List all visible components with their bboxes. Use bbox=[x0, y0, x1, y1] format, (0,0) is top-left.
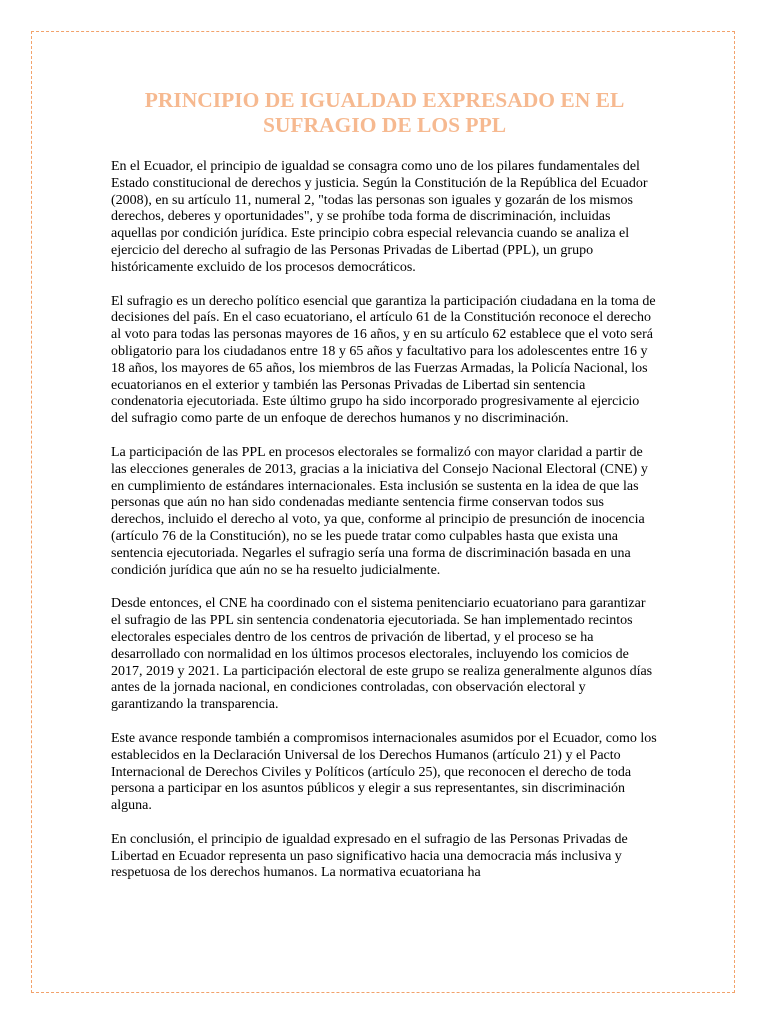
paragraph-5: Este avance responde también a compromisos internacionales asumidos por el Ecuador, como los establecidos en la Declaración Universal de los Derechos Humanos (artículo 21) y el Pacto Internacional de Derechos Civiles y Políticos (artículo 25), que reconocen el derecho de toda persona a participar en los asuntos públicos y elegir a sus representantes, sin discriminación alguna. bbox=[111, 730, 657, 814]
document-body bbox=[111, 88, 658, 899]
paragraph-4: Desde entonces, el CNE ha coordinado con el sistema penitenciario ecuatoriano para garantizar el sufragio de las PPL sin sentencia condenatoria ejecutoriada. Se han implementado recintos electorales especiales dentro de los centros de privación de libertad, y el proceso se ha desarrollado con normalidad en los últimos procesos electorales, incluyendo los comicios de 2017, 2019 y 2021. La participación electoral de este grupo se realiza generalmente algunos días antes de la jornada nacional, en condiciones controladas, con observación electoral y garantizando la transparencia. bbox=[111, 596, 653, 713]
paragraph-1: En el Ecuador, el principio de igualdad se consagra como uno de los pilares fundamentales del Estado constitucional de derechos y justicia. Según la Constitución de la República del Ecuador (2008), en su artículo 11, numeral 2, "todas las personas son iguales y gozarán de los mismos derechos, deberes y oportunidades", y se prohíbe toda forma de discriminación, incluidas aquellas por condición jurídica. Este principio cobra especial relevancia cuando se analiza el ejercicio del derecho al sufragio de las Personas Privadas de Libertad (PPL), un grupo históricamente excluido de los procesos democráticos. bbox=[111, 159, 648, 275]
paragraph-6: En conclusión, el principio de igualdad expresado en el sufragio de las Personas Privadas de Libertad en Ecuador representa un paso significativo hacia una democracia más inclusiva y respetuosa de los derechos humanos. La normativa ecuatoriana ha bbox=[111, 831, 628, 881]
document-title: PRINCIPIO DE IGUALDAD EXPRESADO EN EL SUFRAGIO DE LOS PPL bbox=[144, 88, 625, 137]
paragraph-3: La participación de las PPL en procesos electorales se formalizó con mayor claridad a partir de las elecciones generales de 2013, gracias a la iniciativa del Consejo Nacional Electoral (CNE) y en cumplimiento de estándares internacionales. Esta inclusión se sustenta en la idea de que las personas que aún no han sido condenadas mediante sentencia firme conservan todos sus derechos, incluido el derecho al voto, ya que, conforme al principio de presunción de inocencia (artículo 76 de la Constitución), no se les puede tratar como culpables hasta que exista una sentencia ejecutoriada. Negarles el sufragio sería una forma de discriminación basada en una condición jurídica que aún no se ha resuelto judicialmente. bbox=[111, 444, 648, 578]
paragraph-2: El sufragio es un derecho político esencial que garantiza la participación ciudadana en la toma de decisiones del país. En el caso ecuatoriano, el artículo 61 de la Constitución reconoce el derecho al voto para todas las personas mayores de 16 años, y en su artículo 62 establece que el voto será obligatorio para los ciudadanos entre 18 y 65 años y facultativo para los adolescentes entre 16 y 18 años, los mayores de 65 años, los miembros de las Fuerzas Armadas, la Policía Nacional, los ecuatorianos en el exterior y también las Personas Privadas de Libertad sin sentencia condenatoria ejecutoriada. Este último grupo ha sido incorporado progresivamente al ejercicio del sufragio como parte de un enfoque de derechos humanos y no discriminación. bbox=[111, 293, 656, 427]
